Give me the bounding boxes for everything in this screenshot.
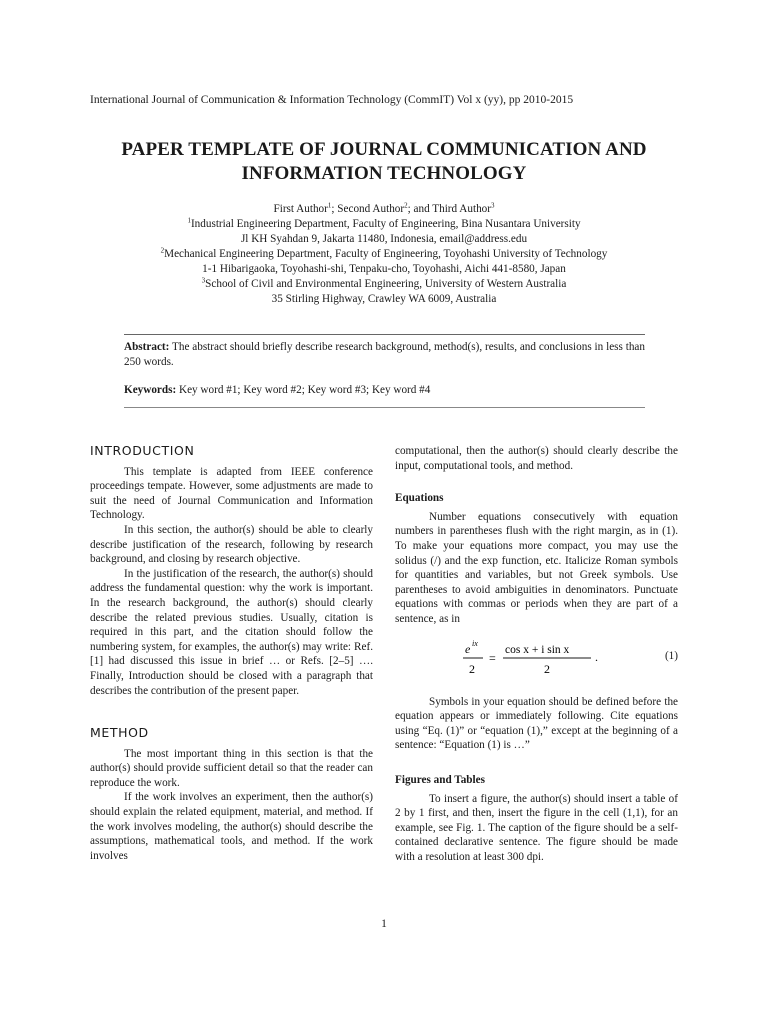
equation-graphic — [461, 637, 621, 681]
eq-num-exp: ix — [472, 638, 478, 648]
intro-paragraph-3: In the justification of the research, the author(s) should address the fundamental question: why the work is important. In the research background, the author(s) should clearly describe the related previous studies. Usually, citation is required in this part, and the citation should follow the numbering system, for examples, the author(s) may write: Ref. [1] had discussed this issue in brief … or Refs. [2–5] …. Finally, Introduction should be closed with a paragraph that describes the contribution of the present paper. — [90, 567, 373, 697]
author-names: First Author$^1$; Second Author$^2$; and Third Author$^3$ — [273, 201, 495, 215]
running-header: International Journal of Communication & Information Technology (CommIT) Vol x (yy), pp 2010-2015 — [90, 94, 574, 106]
page-number: 1 — [381, 918, 387, 930]
intro-paragraph-1: This template is adapted from IEEE conference proceedings tempate. However, some adjustments are made to suit the need of Journal Communication and Information Technology. — [90, 465, 373, 522]
eq-period: . — [595, 649, 598, 664]
left-column — [90, 444, 373, 863]
eq-den-left: 2 — [469, 661, 475, 676]
equations-paragraph-1: Number equations consecutively with equation numbers in parentheses flush with the right margin, as in (1). To make your equations more compact, you may use the solidus (/) and the exp function, etc. Italicize Roman symbols for quantities and variables, but not Greek symbols. Use parentheses to avoid ambiguities in denominators. Punctuate equations with commas or periods when they are part of a sentence, as in — [395, 510, 678, 625]
method-paragraph-1: The most important thing in this section is that the author(s) should provide sufficient detail so that the reader can reproduce the work. — [90, 747, 373, 789]
author-block — [60, 202, 708, 307]
equation-number: (1) — [664, 649, 678, 662]
right-column — [395, 444, 678, 864]
eq-num-base: e — [465, 641, 471, 656]
intro-paragraph-2: In this section, the author(s) should be able to clearly describe justification of the research, following by research background, and closing by research objective. — [90, 523, 373, 566]
address-2: 1-1 Hibarigaoka, Toyohashi-shi, Tenpaku-cho, Toyohashi, Aichi 441-8580, Japan — [202, 263, 566, 275]
affiliation-3: $^3$School of Civil and Environmental Engineering, University of Western Australia — [201, 276, 567, 290]
paper-title — [60, 138, 708, 186]
affiliation-1: $^1$Industrial Engineering Department, Faculty of Engineering, Bina Nusantara University — [187, 216, 581, 230]
affiliation-2: $^2$Mechanical Engineering Department, Faculty of Engineering, Toyohashi University of Technology — [160, 246, 608, 260]
eq-den-right: 2 — [544, 661, 550, 676]
method-continuation: computational, then the author(s) should clearly describe the input, computational tools, and method. — [395, 445, 678, 472]
address-1: Jl KH Syahdan 9, Jakarta 11480, Indonesia, email@address.edu — [240, 233, 528, 245]
abstract — [124, 334, 645, 370]
abstract-label: Abstract: — [124, 341, 170, 353]
method-heading: METHOD — [90, 725, 149, 741]
equations-heading: Equations — [395, 492, 444, 505]
figures-paragraph-1: To insert a figure, the author(s) should insert a table of 2 by 1 first, and then, insert the figure in the cell (1,1), for an example, see Fig. 1. The caption of the figure should be a self-contained declarative sentence. The figure should be made with a resolution at least 300 dpi. — [395, 792, 678, 863]
keywords — [124, 383, 645, 408]
keywords-label: Keywords: — [124, 384, 177, 396]
figures-heading: Figures and Tables — [395, 773, 485, 786]
equation-1 — [395, 637, 678, 681]
title-line-2: INFORMATION TECHNOLOGY — [241, 163, 527, 184]
abstract-text: The abstract should briefly describe research background, method(s), results, and conclusions in less than 250 words. — [124, 341, 645, 368]
address-3: 35 Stirling Highway, Crawley WA 6009, Australia — [271, 293, 497, 305]
eq-equals: = — [489, 650, 496, 665]
title-line-1: PAPER TEMPLATE OF JOURNAL COMMUNICATION AND — [121, 139, 647, 160]
intro-heading: INTRODUCTION — [90, 443, 195, 458]
keywords-text: Key word #1; Key word #2; Key word #3; Key word #4 — [179, 384, 431, 396]
eq-rhs-num: cos x + i sin x — [505, 643, 570, 656]
equations-paragraph-2: Symbols in your equation should be defined before the equation appears or immediately following. Cite equations using “Eq. (1)” or “equation (1),” except at the beginning of a sentence: “Equation (1) is …” — [395, 695, 678, 752]
method-paragraph-2: If the work involves an experiment, then the author(s) should explain the related equipment, material, and method. If the work involves modeling, the author(s) should describe the assumptions, mathematical tools, and method. If the work involves — [90, 791, 373, 862]
